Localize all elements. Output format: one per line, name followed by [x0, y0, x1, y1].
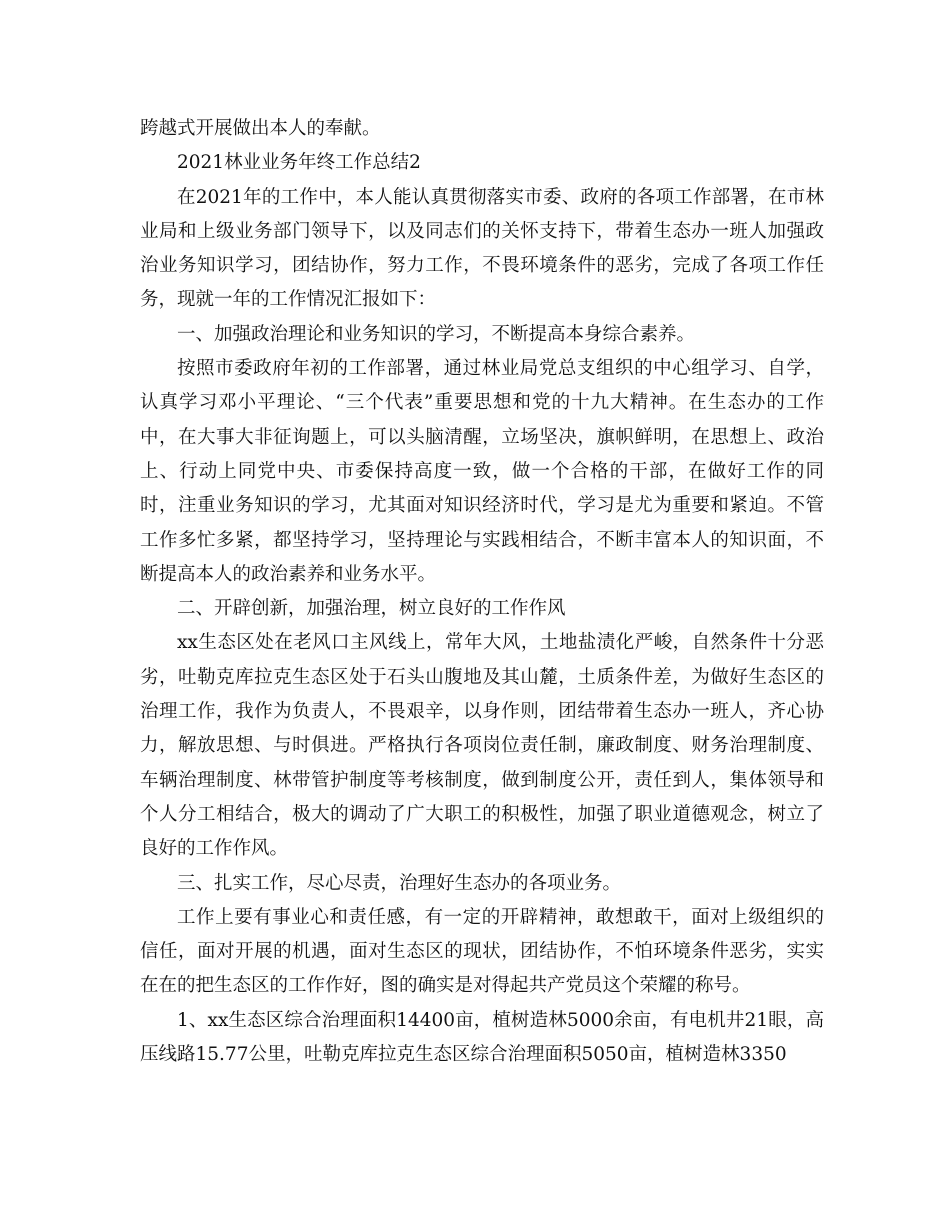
- heading-three: 三、扎实工作，尽心尽责，治理好生态办的各项业务。: [177, 872, 622, 894]
- paragraph-management: xx生态区处在老风口主风线上，常年大风，土地盐渍化严峻，自然条件十分恶劣，吐勒克库拉克生态区处于石头山腹地及其山麓，土质条件差，为做好生态区的治理工作，我作为负责人，不畏艰辛，以身作则，团结带着生态办一班人，齐心协力，解放思想、与时俱进。严格执行各项岗位责任制，廉政制度、财务治理制度、车辆治理制度、林带管护制度等考核制度，做到制度公开，责任到人，集体领导和个人分工相结合，极大的调动了广大职工的积极性，加强了职业道德观念，树立了良好的工作作风。: [140, 632, 824, 860]
- paragraph-study: 按照市委政府年初的工作部署，通过林业局党总支组织的中心组学习、自学，认真学习邓小平理论、“三个代表”重要思想和党的十九大精神。在生态办的工作中，在大事大非征询题上，可以头脑清醒，立场坚决，旗帜鲜明，在思想上、政治上、行动上同党中央、市委保持高度一致，做一个合格的干部，在做好工作的同时，注重业务知识的学习，尤其面对知识经济时代，学习是尤为重要和紧迫。不管工作多忙多紧，都坚持学习，坚持理论与实践相结合，不断丰富本人的知识面，不断提高本人的政治素养和业务水平。: [140, 358, 824, 585]
- paragraph-item-one: 1、xx生态区综合治理面积14400亩，植树造林5000余亩，有电机井21眼，高压线路15.77公里，吐勒克库拉克生态区综合治理面积5050亩，植树造林3350: [140, 1009, 824, 1066]
- document-body: [140, 112, 824, 1072]
- paragraph-responsibility: 工作上要有事业心和责任感，有一定的开辟精神，敢想敢干，面对上级组织的信任，面对开展的机遇，面对生态区的现状，团结协作，不怕环境条件恶劣，实实在在的把生态区的工作作好，图的确实是对得起共产党员这个荣耀的称号。: [140, 906, 824, 997]
- paragraph-continuation: 跨越式开展做出本人的奉献。: [140, 118, 381, 139]
- heading-two: 二、开辟创新，加强治理，树立良好的工作作风: [177, 598, 566, 620]
- heading-one: 一、加强政治理论和业务知识的学习，不断提高本身综合素养。: [177, 323, 696, 345]
- section-title: 2021林业业务年终工作总结2: [177, 152, 421, 174]
- paragraph-intro: 在2021年的工作中，本人能认真贯彻落实市委、政府的各项工作部署，在市林业局和上级业务部门领导下，以及同志们的关怀支持下，带着生态办一班人加强政治业务知识学习，团结协作，努力工作，不畏环境条件的恶劣，完成了各项工作任务，现就一年的工作情况汇报如下：: [140, 186, 824, 311]
